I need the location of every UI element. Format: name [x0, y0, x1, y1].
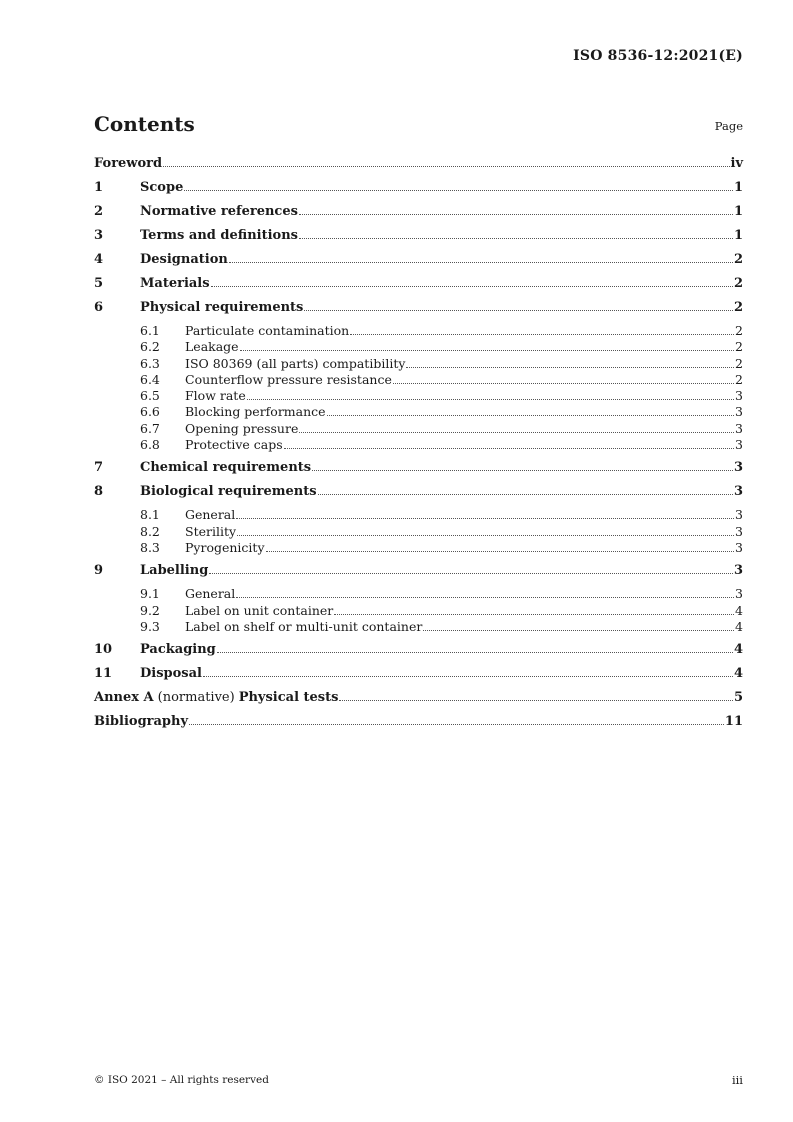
- toc-page: iv: [730, 156, 743, 171]
- table-of-contents: [94, 155, 743, 737]
- dot-leader: [299, 432, 734, 433]
- toc-number: 6.5: [140, 388, 160, 404]
- toc-number: 7: [94, 460, 104, 476]
- toc-entry-1[interactable]: [94, 179, 743, 203]
- dot-leader: [299, 238, 733, 239]
- toc-entry-10[interactable]: [94, 641, 743, 665]
- toc-page: 2: [735, 323, 743, 338]
- dot-leader: [334, 614, 734, 615]
- toc-page: 2: [733, 252, 743, 267]
- toc-label: Foreword: [94, 156, 163, 171]
- toc-page: 1: [733, 228, 743, 243]
- toc-page: 3: [733, 460, 743, 476]
- toc-label: Opening pressure: [185, 420, 299, 436]
- dot-leader: [423, 630, 734, 631]
- toc-label: Labelling: [140, 563, 209, 579]
- toc-subentry-6-1[interactable]: [94, 323, 743, 339]
- toc-page: 3: [735, 539, 743, 555]
- toc-entry-5[interactable]: [94, 275, 743, 299]
- toc-number: 6.7: [140, 420, 160, 436]
- dot-leader: [350, 334, 734, 335]
- dot-leader: [339, 700, 733, 701]
- toc-number: 6.1: [140, 323, 160, 338]
- toc-page: 3: [735, 388, 743, 404]
- toc-entry-3[interactable]: [94, 227, 743, 251]
- toc-subentry-6-5[interactable]: [94, 388, 743, 404]
- toc-subentry-6-4[interactable]: [94, 372, 743, 388]
- dot-leader: [217, 652, 733, 653]
- toc-label: Terms and definitions: [140, 228, 298, 243]
- dot-leader: [203, 676, 733, 677]
- toc-label: Normative references: [140, 204, 298, 219]
- toc-number: 9.2: [140, 602, 160, 618]
- toc-annex-qualifier: (normative): [157, 690, 235, 706]
- toc-label: Physical requirements: [140, 300, 304, 315]
- toc-number: 6.8: [140, 437, 160, 453]
- toc-page: 4: [733, 666, 743, 682]
- toc-page: 2: [733, 276, 743, 291]
- toc-label: Scope: [140, 180, 184, 195]
- toc-label: Sterility: [185, 523, 237, 539]
- toc-entry-6[interactable]: [94, 299, 743, 323]
- toc-number: 6.6: [140, 404, 160, 420]
- toc-entry-11[interactable]: [94, 665, 743, 689]
- toc-subentry-8-3[interactable]: [94, 540, 743, 556]
- toc-label: Protective caps: [185, 437, 283, 453]
- toc-subentry-9-2[interactable]: [94, 603, 743, 619]
- toc-page: 2: [733, 300, 743, 315]
- toc-page: 2: [735, 339, 743, 355]
- toc-page: 3: [733, 563, 743, 579]
- toc-page: 11: [724, 714, 743, 730]
- dot-leader: [211, 286, 733, 287]
- toc-entry-2[interactable]: [94, 203, 743, 227]
- dot-leader: [237, 535, 734, 536]
- dot-leader: [236, 597, 734, 598]
- toc-subentry-9-1[interactable]: [94, 586, 743, 602]
- dot-leader: [266, 551, 735, 552]
- toc-label: General: [185, 586, 236, 602]
- toc-label: Leakage: [185, 339, 239, 355]
- toc-number: 10: [94, 642, 113, 658]
- toc-label: Physical tests: [238, 690, 339, 706]
- toc-number: 6: [94, 300, 104, 315]
- footer-page-number: iii: [731, 1073, 743, 1087]
- toc-page: 3: [735, 437, 743, 453]
- toc-number: 6.2: [140, 339, 160, 355]
- toc-entry-foreword[interactable]: [94, 155, 743, 179]
- toc-subentry-8-1[interactable]: [94, 507, 743, 523]
- toc-entry-bibliography[interactable]: [94, 713, 743, 737]
- toc-page: 1: [733, 204, 743, 219]
- toc-subentry-6-8[interactable]: [94, 437, 743, 453]
- toc-subentry-6-6[interactable]: [94, 404, 743, 420]
- toc-number: 5: [94, 276, 104, 291]
- toc-number: 3: [94, 228, 104, 243]
- toc-label: Label on shelf or multi-unit container: [185, 618, 423, 634]
- toc-subentry-6-7[interactable]: [94, 421, 743, 437]
- toc-number: 8.3: [140, 539, 160, 555]
- toc-number: 6.3: [140, 355, 160, 371]
- dot-leader: [327, 415, 734, 416]
- toc-page: 2: [735, 371, 743, 387]
- dot-leader: [312, 470, 733, 471]
- dot-leader: [189, 724, 724, 725]
- dot-leader: [406, 367, 734, 368]
- toc-page: 3: [735, 586, 743, 602]
- dot-leader: [318, 494, 733, 495]
- dot-leader: [304, 310, 733, 311]
- toc-label: Particulate contamination: [185, 323, 350, 338]
- toc-subentry-8-2[interactable]: [94, 524, 743, 540]
- toc-number: 8.1: [140, 507, 160, 523]
- page-title: Contents: [94, 112, 195, 136]
- dot-leader: [240, 350, 734, 351]
- toc-number: 9: [94, 563, 104, 579]
- toc-page: 3: [735, 523, 743, 539]
- toc-entry-annex-a[interactable]: [94, 689, 743, 713]
- toc-label: Blocking performance: [185, 404, 326, 420]
- toc-page: 5: [733, 690, 743, 706]
- dot-leader: [236, 518, 734, 519]
- footer-copyright: © ISO 2021 – All rights reserved: [94, 1074, 269, 1086]
- dot-leader: [163, 166, 729, 167]
- toc-page: 3: [735, 404, 743, 420]
- toc-entry-4[interactable]: [94, 251, 743, 275]
- toc-page: 1: [733, 180, 743, 195]
- toc-label: Chemical requirements: [140, 460, 312, 476]
- dot-leader: [184, 190, 733, 191]
- toc-label: General: [185, 507, 236, 523]
- toc-label: ISO 80369 (all parts) compatibility: [185, 355, 406, 371]
- toc-number: 11: [94, 666, 113, 682]
- dot-leader: [229, 262, 733, 263]
- toc-label: Counterflow pressure resistance: [185, 371, 392, 387]
- toc-label: Designation: [140, 252, 228, 267]
- toc-number: 6.4: [140, 371, 160, 387]
- toc-page: 3: [735, 420, 743, 436]
- toc-page: 4: [733, 642, 743, 658]
- dot-leader: [393, 383, 734, 384]
- dot-leader: [247, 399, 734, 400]
- dot-leader: [299, 214, 733, 215]
- toc-number: 8: [94, 484, 104, 500]
- toc-number: 9.1: [140, 586, 160, 602]
- toc-entry-7[interactable]: [94, 459, 743, 483]
- dot-leader: [284, 448, 734, 449]
- toc-page: 4: [735, 602, 743, 618]
- page-column-label: Page: [714, 119, 743, 133]
- toc-label: Biological requirements: [140, 484, 317, 500]
- toc-number: 2: [94, 204, 104, 219]
- toc-label: Pyrogenicity: [185, 539, 265, 555]
- toc-number: 8.2: [140, 523, 160, 539]
- toc-subentry-6-3[interactable]: [94, 356, 743, 372]
- toc-label: Bibliography: [94, 714, 189, 730]
- toc-label: Materials: [140, 276, 210, 291]
- toc-label: Packaging: [140, 642, 216, 658]
- toc-page: 3: [733, 484, 743, 500]
- toc-number: 4: [94, 252, 104, 267]
- toc-subentry-9-3[interactable]: [94, 619, 743, 635]
- toc-number: 1: [94, 180, 104, 195]
- toc-label: Flow rate: [185, 388, 246, 404]
- toc-annex-prefix: Annex A: [94, 690, 154, 706]
- toc-page: 4: [735, 618, 743, 634]
- toc-label: Label on unit container: [185, 602, 334, 618]
- document-id: ISO 8536-12:2021(E): [573, 48, 743, 64]
- dot-leader: [209, 573, 733, 574]
- toc-label: Disposal: [140, 666, 202, 682]
- toc-number: 9.3: [140, 618, 160, 634]
- toc-entry-8[interactable]: [94, 483, 743, 507]
- toc-page: 3: [735, 507, 743, 523]
- toc-entry-9[interactable]: [94, 562, 743, 586]
- toc-subentry-6-2[interactable]: [94, 339, 743, 355]
- toc-page: 2: [735, 355, 743, 371]
